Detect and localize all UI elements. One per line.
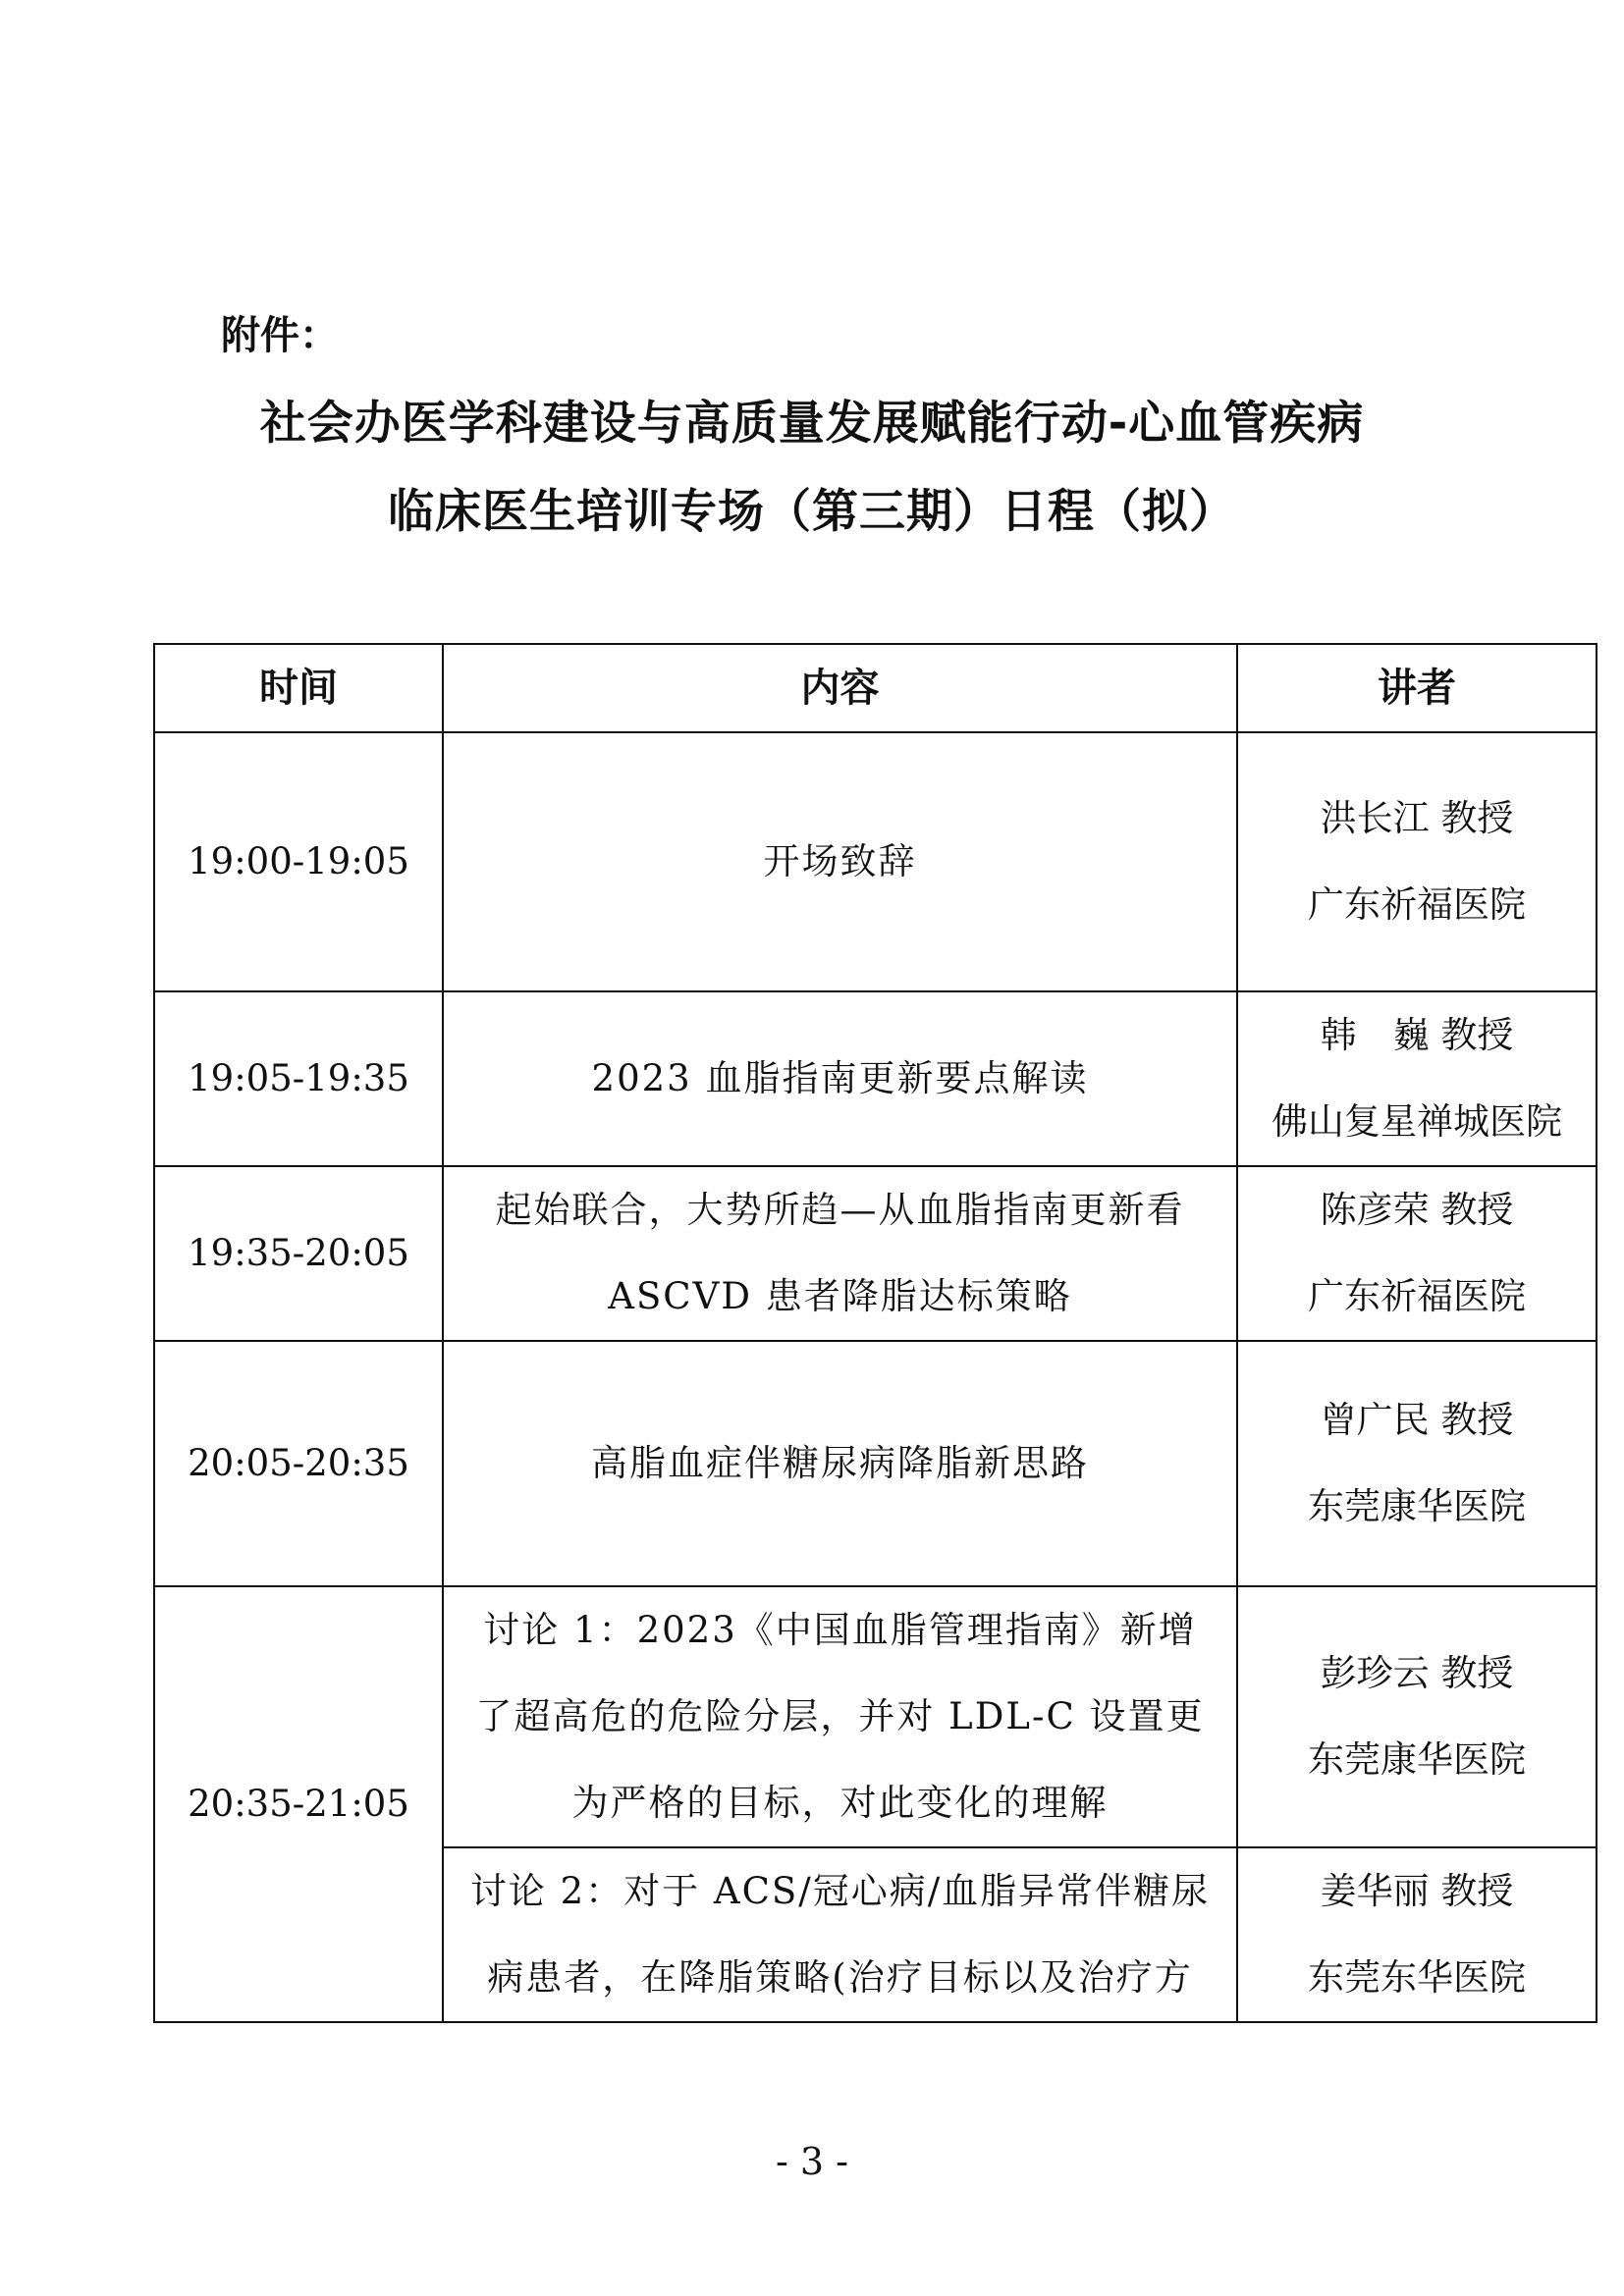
speaker-cell (1237, 1586, 1597, 1847)
table-row (154, 1586, 1597, 1847)
speaker-cell (1237, 1341, 1597, 1586)
document-title-line-1: 社会办医学科建设与高质量发展赋能行动-心血管疾病 (259, 397, 1365, 451)
speaker-name: 彭珍云 教授 (1320, 1652, 1514, 1694)
speaker-hospital: 广东祈福医院 (1308, 883, 1526, 926)
speaker-hospital: 广东祈福医院 (1308, 1275, 1526, 1317)
content-line: 了超高危的危险分层，并对 LDL-C 设置更 (475, 1695, 1205, 1737)
speaker-name: 陈彦荣 教授 (1320, 1189, 1514, 1231)
time-cell: 20:05-20:35 (154, 1341, 443, 1586)
header-speaker: 讲者 (1237, 644, 1597, 732)
content-line: 2023 血脂指南更新要点解读 (591, 1057, 1089, 1099)
content-line: 为严格的目标，对此变化的理解 (571, 1782, 1109, 1824)
attachment-label: 附件： (221, 313, 339, 358)
content-line: 讨论 2：对于 ACS/冠心病/血脂异常伴糖尿 (469, 1870, 1211, 1912)
table-row (154, 1341, 1597, 1586)
speaker-name: 曾广民 教授 (1320, 1399, 1514, 1441)
page-number: - 3 - (775, 2140, 848, 2183)
content-line: 病患者，在降脂策略(治疗目标以及治疗方 (487, 1956, 1193, 1999)
content-cell (443, 1166, 1237, 1341)
time-cell: 19:00-19:05 (154, 732, 443, 991)
schedule-table (153, 643, 1597, 2023)
speaker-name: 姜华丽 教授 (1320, 1870, 1514, 1912)
content-cell (443, 1341, 1237, 1586)
content-line: 起始联合，大势所趋—从血脂指南更新看 (495, 1189, 1185, 1231)
table-row (154, 1166, 1597, 1341)
header-content: 内容 (443, 644, 1237, 732)
speaker-hospital: 东莞康华医院 (1308, 1485, 1526, 1527)
content-cell (443, 1847, 1237, 2022)
speaker-cell (1237, 1166, 1597, 1341)
speaker-name: 韩 巍 教授 (1320, 1014, 1514, 1056)
time-cell: 19:05-19:35 (154, 991, 443, 1166)
speaker-hospital: 佛山复星禅城医院 (1272, 1100, 1562, 1143)
table-header-row (154, 644, 1597, 732)
speaker-cell (1237, 1847, 1597, 2022)
content-line: 讨论 1：2023《中国血脂管理指南》新增 (483, 1609, 1197, 1651)
time-cell: 19:35-20:05 (154, 1166, 443, 1341)
table-row (154, 732, 1597, 991)
speaker-hospital: 东莞东华医院 (1308, 1956, 1526, 1999)
content-line: ASCVD 患者降脂达标策略 (608, 1275, 1072, 1317)
table-row (154, 991, 1597, 1166)
time-cell: 20:35-21:05 (154, 1586, 443, 2022)
content-line: 高脂血症伴糖尿病降脂新思路 (591, 1442, 1089, 1484)
speaker-cell (1237, 732, 1597, 991)
document-title-line-2: 临床医生培训专场（第三期）日程（拟） (388, 485, 1236, 539)
content-line: 开场致辞 (763, 840, 917, 882)
content-cell (443, 1586, 1237, 1847)
header-time: 时间 (154, 644, 443, 732)
speaker-hospital: 东莞康华医院 (1308, 1738, 1526, 1781)
speaker-name: 洪长江 教授 (1320, 797, 1514, 839)
content-cell (443, 991, 1237, 1166)
speaker-cell (1237, 991, 1597, 1166)
content-cell (443, 732, 1237, 991)
